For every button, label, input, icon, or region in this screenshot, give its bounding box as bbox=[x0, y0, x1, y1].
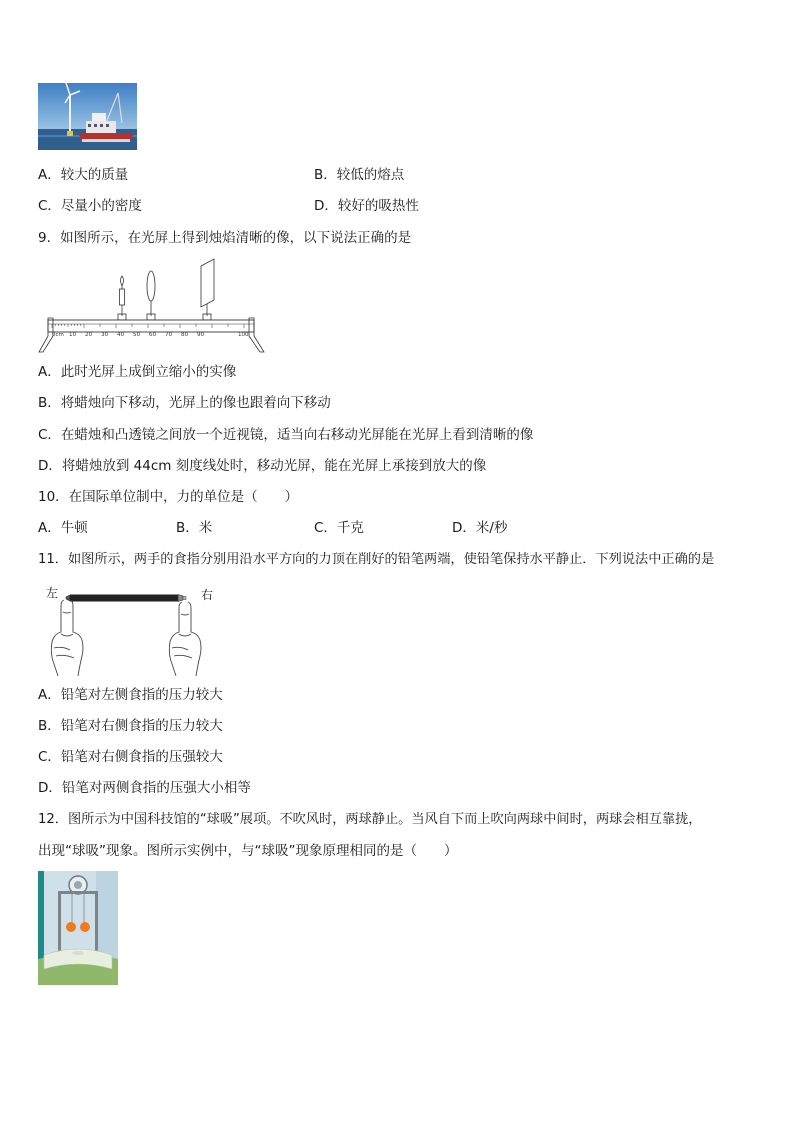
right-hand-icon bbox=[169, 602, 201, 676]
light-screen-icon bbox=[201, 259, 214, 320]
q8-option-b: B．较低的熔点 bbox=[314, 167, 405, 183]
ruler-tick-label: 90 bbox=[197, 332, 204, 338]
ruler-tick-label: 80 bbox=[181, 332, 188, 338]
q11-option-a: A．铅笔对左侧食指的压力较大 bbox=[38, 687, 223, 703]
pencil-fingers-figure bbox=[44, 592, 210, 676]
q9-option-b: B．将蜡烛向下移动，光屏上的像也跟着向下移动 bbox=[38, 395, 331, 411]
label-left: 左 bbox=[46, 586, 59, 600]
optical-bench-figure bbox=[38, 256, 268, 354]
q12-stem-line1: 12．图所示为中国科技馆的“球吸”展项。不吹风时，两球静止。当风自下而上吹向两球中间时，两球会相互靠拢， bbox=[38, 812, 702, 827]
q9-option-c: C．在蜡烛和凸透镜之间放一个近视镜，适当向右移动光屏能在光屏上看到清晰的像 bbox=[38, 427, 534, 443]
q8-option-a: A．较大的质量 bbox=[38, 167, 129, 183]
ruler-tick-label: 20 bbox=[85, 332, 92, 338]
ruler-unit-label: 0cm bbox=[52, 332, 64, 338]
q11-option-c: C．铅笔对右侧食指的压强较大 bbox=[38, 749, 223, 765]
q10-option-a: A．牛顿 bbox=[38, 520, 88, 536]
q11-option-d: D．铅笔对两侧食指的压强大小相等 bbox=[38, 780, 251, 796]
ruler-tick-label: 50 bbox=[133, 332, 140, 338]
ruler-tick-label: 10 bbox=[69, 332, 76, 338]
q8-option-c: C．尽量小的密度 bbox=[38, 198, 142, 214]
q9-option-d: D．将蜡烛放到 44cm 刻度线处时，移动光屏，能在光屏上承接到放大的像 bbox=[38, 458, 487, 474]
q10-option-c: C．千克 bbox=[314, 520, 364, 536]
q12-stem-line2: 出现“球吸”现象。图所示实例中，与“球吸”现象原理相同的是（ ） bbox=[38, 843, 458, 859]
q10-option-b: B．米 bbox=[176, 520, 213, 536]
pencil-icon bbox=[66, 595, 186, 602]
q9-stem: 9．如图所示，在光屏上得到烛焰清晰的像，以下说法正确的是 bbox=[38, 230, 412, 246]
q8-option-d: D．较好的吸热性 bbox=[314, 198, 419, 214]
ruler-tick-label: 100 bbox=[238, 332, 249, 338]
q10-stem: 10．在国际单位制中，力的单位是（ ） bbox=[38, 489, 299, 505]
convex-lens-icon bbox=[147, 271, 155, 320]
q9-option-a: A．此时光屏上成倒立缩小的实像 bbox=[38, 364, 237, 380]
ruler-tick-label: 70 bbox=[165, 332, 172, 338]
ruler-tick-label: 40 bbox=[117, 332, 124, 338]
left-hand-icon bbox=[51, 600, 83, 676]
candle-icon bbox=[118, 276, 126, 320]
ruler-tick-label: 30 bbox=[101, 332, 108, 338]
q11-option-b: B．铅笔对右侧食指的压力较大 bbox=[38, 718, 223, 734]
q10-option-d: D．米/秒 bbox=[452, 520, 508, 536]
label-right: 右 bbox=[201, 588, 214, 602]
ship-turbine-photo bbox=[38, 83, 137, 150]
ruler-tick-label: 60 bbox=[149, 332, 156, 338]
q11-stem: 11．如图所示，两手的食指分别用沿水平方向的力顶在削好的铅笔两端，使铅笔保持水平静止．下列说法中正确的是 bbox=[38, 552, 715, 567]
ball-suction-exhibit-photo bbox=[38, 871, 118, 985]
